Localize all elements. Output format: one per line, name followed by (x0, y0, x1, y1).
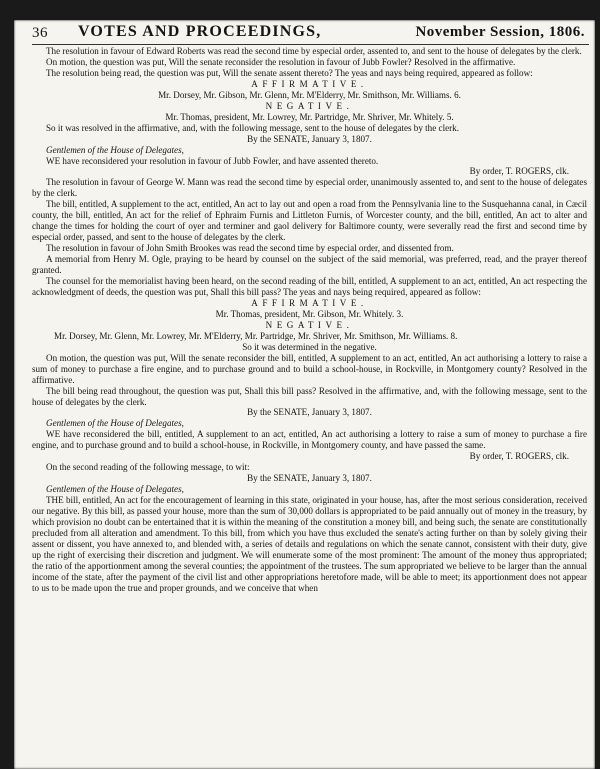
paragraph: On the second reading of the following message, to wit: (46, 462, 250, 473)
paragraph: On motion, the question was put, Will the senate reconsider the bill, entitled, A supplement to an act, entitled, An act authorising a lottery to raise a sum of money to purchase a fire engine, and to purchase ground and to build a school-house, in Rockville, in Montgomery county? Resolved in the affirmative. (32, 352, 587, 385)
session-label: November Session, 1806. (415, 24, 585, 40)
paragraph: WE have reconsidered the bill, entitled, A supplement to an act, entitled, An act authorising a lottery to raise a sum of money to purchase a fire engine, and to purchase ground and to build a school-house, in Rockville, in Montgomery county, and have passed the same. (32, 429, 587, 451)
page-header (32, 22, 589, 45)
paragraph: NEGATIVE. (265, 319, 354, 330)
paragraph: So it was determined in the negative. (242, 341, 377, 352)
page-number: 36 (32, 25, 48, 41)
paragraph: By the SENATE, January 3, 1807. (247, 407, 372, 418)
document-page (14, 20, 595, 769)
paragraph: On motion, the question was put, Will the senate reconsider the resolution in favour of Jubb Fowler? Resolved in the affirmative. (46, 56, 516, 67)
paragraph: The bill being read throughout, the question was put, Shall this bill pass? Resolved in the affirmative, and, with the following message, sent to the house of delegates by the clerk. (32, 385, 587, 407)
paragraph: AFFIRMATIVE. (251, 78, 368, 89)
paragraph: Gentlemen of the House of Delegates, (46, 484, 184, 495)
paragraph: So it was resolved in the affirmative, and, with the following message, sent to the house of delegates by the clerk. (46, 122, 459, 133)
paragraph: The resolution in favour of John Smith Brookes was read the second time by especial order, and dissented from. (46, 243, 454, 254)
paragraph: Mr. Dorsey, Mr. Glenn, Mr. Lowrey, Mr. M'Elderry, Mr. Partridge, Mr. Shriver, Mr. Smithson, Mr. Williams. 8. (54, 330, 458, 341)
paragraph: The bill, entitled, A supplement to the act, entitled, An act to lay out and open a road from the Pennsylvania line to the Susquehanna canal, in Cæcil county, the bill, entitled, An act for the relief of Ephraim Furnis and Littleton Furnis, of Worcester county, and the bill, entitled, An act to alter and change the times for holding the court of oyer and terminer and gaol delivery for Baltimore county, were severally read the first and second time by especial order, passed, and sent to the house of delegates by the clerk. (32, 199, 587, 243)
paragraph: Gentlemen of the House of Delegates, (46, 418, 184, 429)
paragraph: The counsel for the memorialist having been heard, on the second reading of the bill, entitled, A supplement to an act, entitled, An act respecting the acknowledgment of deeds, the question was put, Shall this bill pass? The yeas and nays being required, appeared as follow: (32, 276, 587, 297)
paragraph: NEGATIVE. (265, 100, 354, 111)
paragraph: By the SENATE, January 3, 1807. (247, 473, 372, 484)
paragraph: By the SENATE, January 3, 1807. (247, 133, 372, 144)
paragraph: By order, T. ROGERS, clk. (469, 451, 569, 462)
paragraph: By order, T. ROGERS, clk. (469, 166, 569, 177)
paragraph: Gentlemen of the House of Delegates, (46, 144, 184, 155)
paragraph: WE have reconsidered your resolution in favour of Jubb Fowler, and have assented thereto. (46, 155, 379, 166)
paragraph: THE bill, entitled, An act for the encouragement of learning in this state, originated in your house, has, after the most serious consideration, received our negative. By this bill, as passed your house, more than the sum of 30,000 dollars is appropriated to be paid annually out of money in the treasury, by which provision no doubt can be entertained that it is within the meaning of the constitution a money bill, and being such, the senate are constitutionally precluded from all alteration and amendment. To this bill, from which you have thus excluded the senate's acting further on than by solely giving their assent or dissent, you have annexed to, and blended with, a series of details and regulations on which the senate cannot, consistent with their duty, give up the right of exercising their discretion and judgment. We will enumerate some of the most prominent: The amount of the money thus appropriated; the ratio of the apportionment among the several counties; the appointment of the trustees. The sum appropriated we believe to be larger than the annual income of the state, after the payment of the civil list and other appropriations heretofore made, will be able to meet; its apportionment does not appear to us to be made upon the true and proper grounds, and we conceive that when (32, 495, 587, 593)
paragraph: Mr. Dorsey, Mr. Gibson, Mr. Glenn, Mr. M'Elderry, Mr. Smithson, Mr. Williams. 6. (158, 89, 461, 100)
paragraph: A memorial from Henry M. Ogle, praying to be heard by counsel on the subject of the said memorial, was preferred, read, and the prayer thereof granted. (32, 254, 587, 276)
page-text (32, 46, 587, 594)
paragraph: The resolution in favour of George W. Mann was read the second time by especial order, unanimously assented to, and sent to the house of delegates by the clerk. (32, 177, 587, 199)
paragraph: Mr. Thomas, president, Mr. Gibson, Mr. Whitely. 3. (215, 308, 404, 319)
paragraph: AFFIRMATIVE. (251, 297, 368, 308)
paragraph: Mr. Thomas, president, Mr. Lowrey, Mr. Partridge, Mr. Shriver, Mr. Whitely. 5. (165, 111, 454, 122)
running-title: VOTES AND PROCEEDINGS, (78, 23, 322, 40)
paragraph: The resolution being read, the question was put, Will the senate assent thereto? The yeas and nays being required, appeared as follow: (46, 67, 533, 78)
paragraph: The resolution in favour of Edward Roberts was read the second time by especial order, assented to, and sent to the house of delegates by the clerk. (46, 46, 582, 56)
